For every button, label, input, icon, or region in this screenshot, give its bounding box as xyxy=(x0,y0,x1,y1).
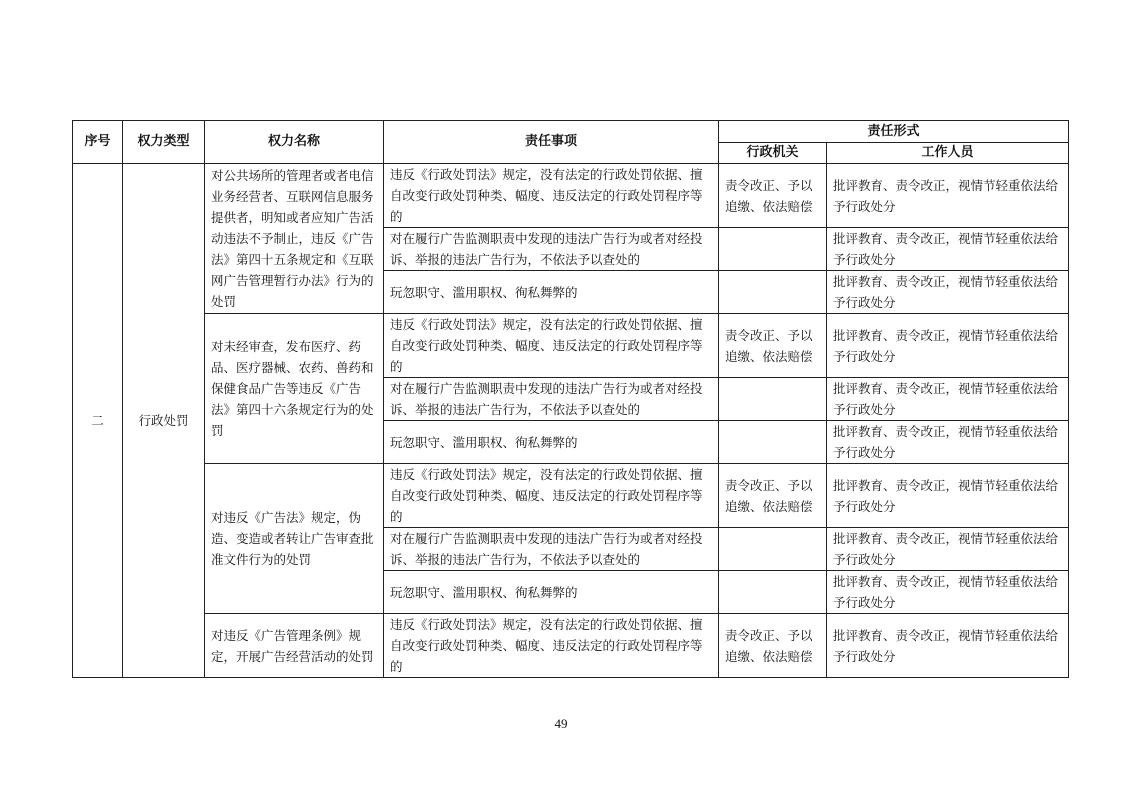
agency-cell xyxy=(719,421,827,464)
matter-cell: 玩忽职守、滥用职权、徇私舞弊的 xyxy=(384,421,719,464)
header-power-name: 权力名称 xyxy=(205,121,384,164)
table-row xyxy=(73,164,1069,228)
staff-cell: 批评教育、责令改正，视情节轻重依法给予行政处分 xyxy=(827,571,1069,614)
header-staff: 工作人员 xyxy=(827,143,1069,164)
power-type-cell: 行政处罚 xyxy=(123,164,205,678)
responsibility-table xyxy=(72,120,1069,678)
staff-cell: 批评教育、责令改正，视情节轻重依法给予行政处分 xyxy=(827,314,1069,378)
table-row xyxy=(73,614,1069,678)
matter-cell: 违反《行政处罚法》规定，没有法定的行政处罚依据、擅自改变行政处罚种类、幅度、违反法定的行政处罚程序等的 xyxy=(384,314,719,378)
power-name-cell: 对违反《广告管理条例》规定，开展广告经营活动的处罚 xyxy=(205,614,384,678)
agency-cell: 责令改正、予以追缴、依法赔偿 xyxy=(719,614,827,678)
matter-cell: 玩忽职守、滥用职权、徇私舞弊的 xyxy=(384,271,719,314)
seq-cell: 二 xyxy=(73,164,123,678)
agency-cell xyxy=(719,528,827,571)
matter-cell: 玩忽职守、滥用职权、徇私舞弊的 xyxy=(384,571,719,614)
matter-cell: 对在履行广告监测职责中发现的违法广告行为或者对经投诉、举报的违法广告行为，不依法予以查处的 xyxy=(384,378,719,421)
staff-cell: 批评教育、责令改正，视情节轻重依法给予行政处分 xyxy=(827,164,1069,228)
agency-cell xyxy=(719,228,827,271)
power-name-cell: 对违反《广告法》规定，伪造、变造或者转让广告审查批准文件行为的处罚 xyxy=(205,464,384,614)
staff-cell: 批评教育、责令改正，视情节轻重依法给予行政处分 xyxy=(827,228,1069,271)
agency-cell: 责令改正、予以追缴、依法赔偿 xyxy=(719,314,827,378)
power-name-cell: 对公共场所的管理者或者电信业务经营者、互联网信息服务提供者，明知或者应知广告活动违法不予制止，违反《广告法》第四十五条规定和《互联网广告管理暂行办法》行为的处罚 xyxy=(205,164,384,314)
header-power-type: 权力类型 xyxy=(123,121,205,164)
table-row xyxy=(73,314,1069,378)
matter-cell: 对在履行广告监测职责中发现的违法广告行为或者对经投诉、举报的违法广告行为，不依法予以查处的 xyxy=(384,228,719,271)
staff-cell: 批评教育、责令改正，视情节轻重依法给予行政处分 xyxy=(827,378,1069,421)
header-responsibility: 责任事项 xyxy=(384,121,719,164)
table-row xyxy=(73,464,1069,528)
agency-cell: 责令改正、予以追缴、依法赔偿 xyxy=(719,164,827,228)
agency-cell: 责令改正、予以追缴、依法赔偿 xyxy=(719,464,827,528)
matter-cell: 对在履行广告监测职责中发现的违法广告行为或者对经投诉、举报的违法广告行为，不依法予以查处的 xyxy=(384,528,719,571)
agency-cell xyxy=(719,378,827,421)
staff-cell: 批评教育、责令改正，视情节轻重依法给予行政处分 xyxy=(827,464,1069,528)
header-seq: 序号 xyxy=(73,121,123,164)
page-number: 49 xyxy=(554,716,568,731)
staff-cell: 批评教育、责令改正，视情节轻重依法给予行政处分 xyxy=(827,271,1069,314)
matter-cell: 违反《行政处罚法》规定，没有法定的行政处罚依据、擅自改变行政处罚种类、幅度、违反法定的行政处罚程序等的 xyxy=(384,164,719,228)
agency-cell xyxy=(719,271,827,314)
matter-cell: 违反《行政处罚法》规定，没有法定的行政处罚依据、擅自改变行政处罚种类、幅度、违反法定的行政处罚程序等的 xyxy=(384,464,719,528)
matter-cell: 违反《行政处罚法》规定，没有法定的行政处罚依据、擅自改变行政处罚种类、幅度、违反法定的行政处罚程序等的 xyxy=(384,614,719,678)
header-resp-form: 责任形式 xyxy=(719,121,1069,143)
agency-cell xyxy=(719,571,827,614)
staff-cell: 批评教育、责令改正，视情节轻重依法给予行政处分 xyxy=(827,614,1069,678)
power-name-cell: 对未经审查，发布医疗、药品、医疗器械、农药、兽药和保健食品广告等违反《广告法》第四十六条规定行为的处罚 xyxy=(205,314,384,464)
staff-cell: 批评教育、责令改正，视情节轻重依法给予行政处分 xyxy=(827,528,1069,571)
header-agency: 行政机关 xyxy=(719,143,827,164)
staff-cell: 批评教育、责令改正，视情节轻重依法给予行政处分 xyxy=(827,421,1069,464)
